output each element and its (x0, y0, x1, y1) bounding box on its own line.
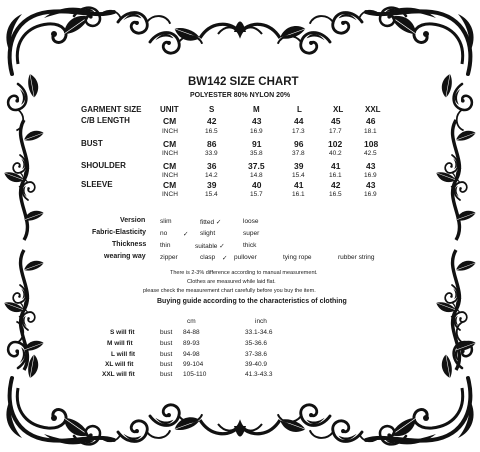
guide-col-inch: inch (255, 318, 267, 325)
guide-row-part: bust (160, 329, 173, 336)
attr-option: thin (160, 242, 171, 249)
attr-option: slight (200, 230, 216, 237)
cell: 46 (366, 116, 376, 126)
unit-cm: CM (163, 139, 177, 149)
cell: 15.4 (292, 172, 305, 179)
attr-label-wearing-way: wearing way (104, 253, 146, 260)
cell: 43 (252, 116, 262, 126)
header-garment-size: GARMENT SIZE (81, 105, 142, 114)
cell: 16.9 (364, 172, 377, 179)
guide-row-inch: 39-40.9 (245, 361, 268, 368)
guide-col-cm: cm (187, 318, 196, 325)
attr-label-thickness: Thickness (112, 241, 147, 248)
row-label-cb-length: C/B LENGTH (81, 116, 130, 125)
guide-row-label: M will fit (107, 340, 133, 347)
attr-option: thick (243, 242, 257, 249)
cell: 16.9 (250, 128, 263, 135)
cell: 15.4 (205, 191, 218, 198)
header-xl: XL (333, 105, 344, 114)
cell: 35.8 (250, 150, 263, 157)
guide-row-part: bust (160, 371, 173, 378)
cell: 39 (294, 161, 304, 171)
cell: 18.1 (364, 128, 377, 135)
attr-option: slim (160, 218, 172, 225)
guide-row-part: bust (160, 351, 173, 358)
cell: 16.1 (329, 172, 342, 179)
guide-row-cm: 94-98 (183, 351, 200, 358)
cell: 42.5 (364, 150, 377, 157)
cell: 43 (366, 180, 376, 190)
chart-title: BW142 SIZE CHART (188, 76, 299, 88)
note-line: There is 2-3% difference according to manual measurement. (170, 270, 318, 276)
cell: 36 (207, 161, 217, 171)
header-xxl: XXL (365, 105, 381, 114)
cell: 17.3 (292, 128, 305, 135)
attr-label-elasticity: Fabric-Elasticity (92, 229, 147, 236)
cell: 37.8 (292, 150, 305, 157)
cell: 16.5 (205, 128, 218, 135)
row-label-sleeve: SLEEVE (81, 180, 113, 189)
attr-option: tying rope (283, 254, 312, 261)
attr-option: rubber string (338, 254, 375, 261)
cell: 41 (331, 161, 341, 171)
header-unit: UNIT (160, 105, 179, 114)
unit-inch: INCH (162, 150, 178, 157)
guide-row-inch: 33.1-34.6 (245, 329, 273, 336)
header-s: S (209, 105, 215, 114)
cell: 15.7 (250, 191, 263, 198)
attr-option: suitable ✓ (195, 243, 225, 250)
row-label-bust: BUST (81, 139, 103, 148)
guide-row-cm: 105-110 (183, 371, 207, 378)
cell: 42 (207, 116, 217, 126)
unit-inch: INCH (162, 128, 178, 135)
attr-option: ✓ (183, 231, 189, 238)
attr-option: pullover (234, 254, 257, 261)
cell: 16.9 (364, 191, 377, 198)
guide-title: Buying guide according to the characteristics of clothing (157, 298, 347, 305)
note-line: Clothes are measured while laid flat. (187, 279, 276, 285)
attr-option: super (243, 230, 260, 237)
cell: 91 (252, 139, 262, 149)
header-m: M (253, 105, 260, 114)
guide-row-label: S will fit (110, 329, 135, 336)
cell: 42 (331, 180, 341, 190)
unit-cm: CM (163, 180, 177, 190)
cell: 96 (294, 139, 304, 149)
attr-option: zipper (160, 254, 178, 261)
attr-label-version: Version (120, 217, 146, 224)
header-l: L (297, 105, 302, 114)
attr-option: fitted ✓ (200, 219, 222, 226)
cell: 43 (366, 161, 376, 171)
attr-option: loose (243, 218, 259, 225)
cell: 102 (328, 139, 343, 149)
cell: 16.1 (292, 191, 305, 198)
guide-row-inch: 41.3-43.3 (245, 371, 273, 378)
attr-option: clasp (200, 254, 216, 261)
guide-row-label: XL will fit (105, 361, 134, 368)
unit-inch: INCH (162, 191, 178, 198)
cell: 40 (252, 180, 262, 190)
cell: 86 (207, 139, 217, 149)
guide-row-part: bust (160, 340, 173, 347)
guide-row-cm: 84-88 (183, 329, 200, 336)
attr-option: no (160, 230, 168, 237)
material-text: POLYESTER 80% NYLON 20% (190, 92, 291, 99)
cell: 14.2 (205, 172, 218, 179)
guide-row-inch: 37-38.6 (245, 351, 268, 358)
cell: 37.5 (248, 161, 265, 171)
cell: 14.8 (250, 172, 263, 179)
cell: 108 (364, 139, 379, 149)
attr-option: ✓ (222, 255, 228, 262)
note-line: please check the measurement chart carefully before you buy the item. (143, 288, 316, 294)
cell: 39 (207, 180, 217, 190)
unit-inch: INCH (162, 172, 178, 179)
cell: 16.5 (329, 191, 342, 198)
guide-row-label: XXL will fit (102, 371, 135, 378)
cell: 33.9 (205, 150, 218, 157)
guide-row-cm: 99-104 (183, 361, 204, 368)
guide-row-cm: 89-93 (183, 340, 200, 347)
guide-row-part: bust (160, 361, 173, 368)
guide-row-inch: 35-36.6 (245, 340, 268, 347)
unit-cm: CM (163, 116, 177, 126)
cell: 45 (331, 116, 341, 126)
row-label-shoulder: SHOULDER (81, 161, 126, 170)
cell: 17.7 (329, 128, 342, 135)
cell: 41 (294, 180, 304, 190)
cell: 44 (294, 116, 304, 126)
cell: 40.2 (329, 150, 342, 157)
unit-cm: CM (163, 161, 177, 171)
guide-row-label: L will fit (111, 351, 136, 358)
